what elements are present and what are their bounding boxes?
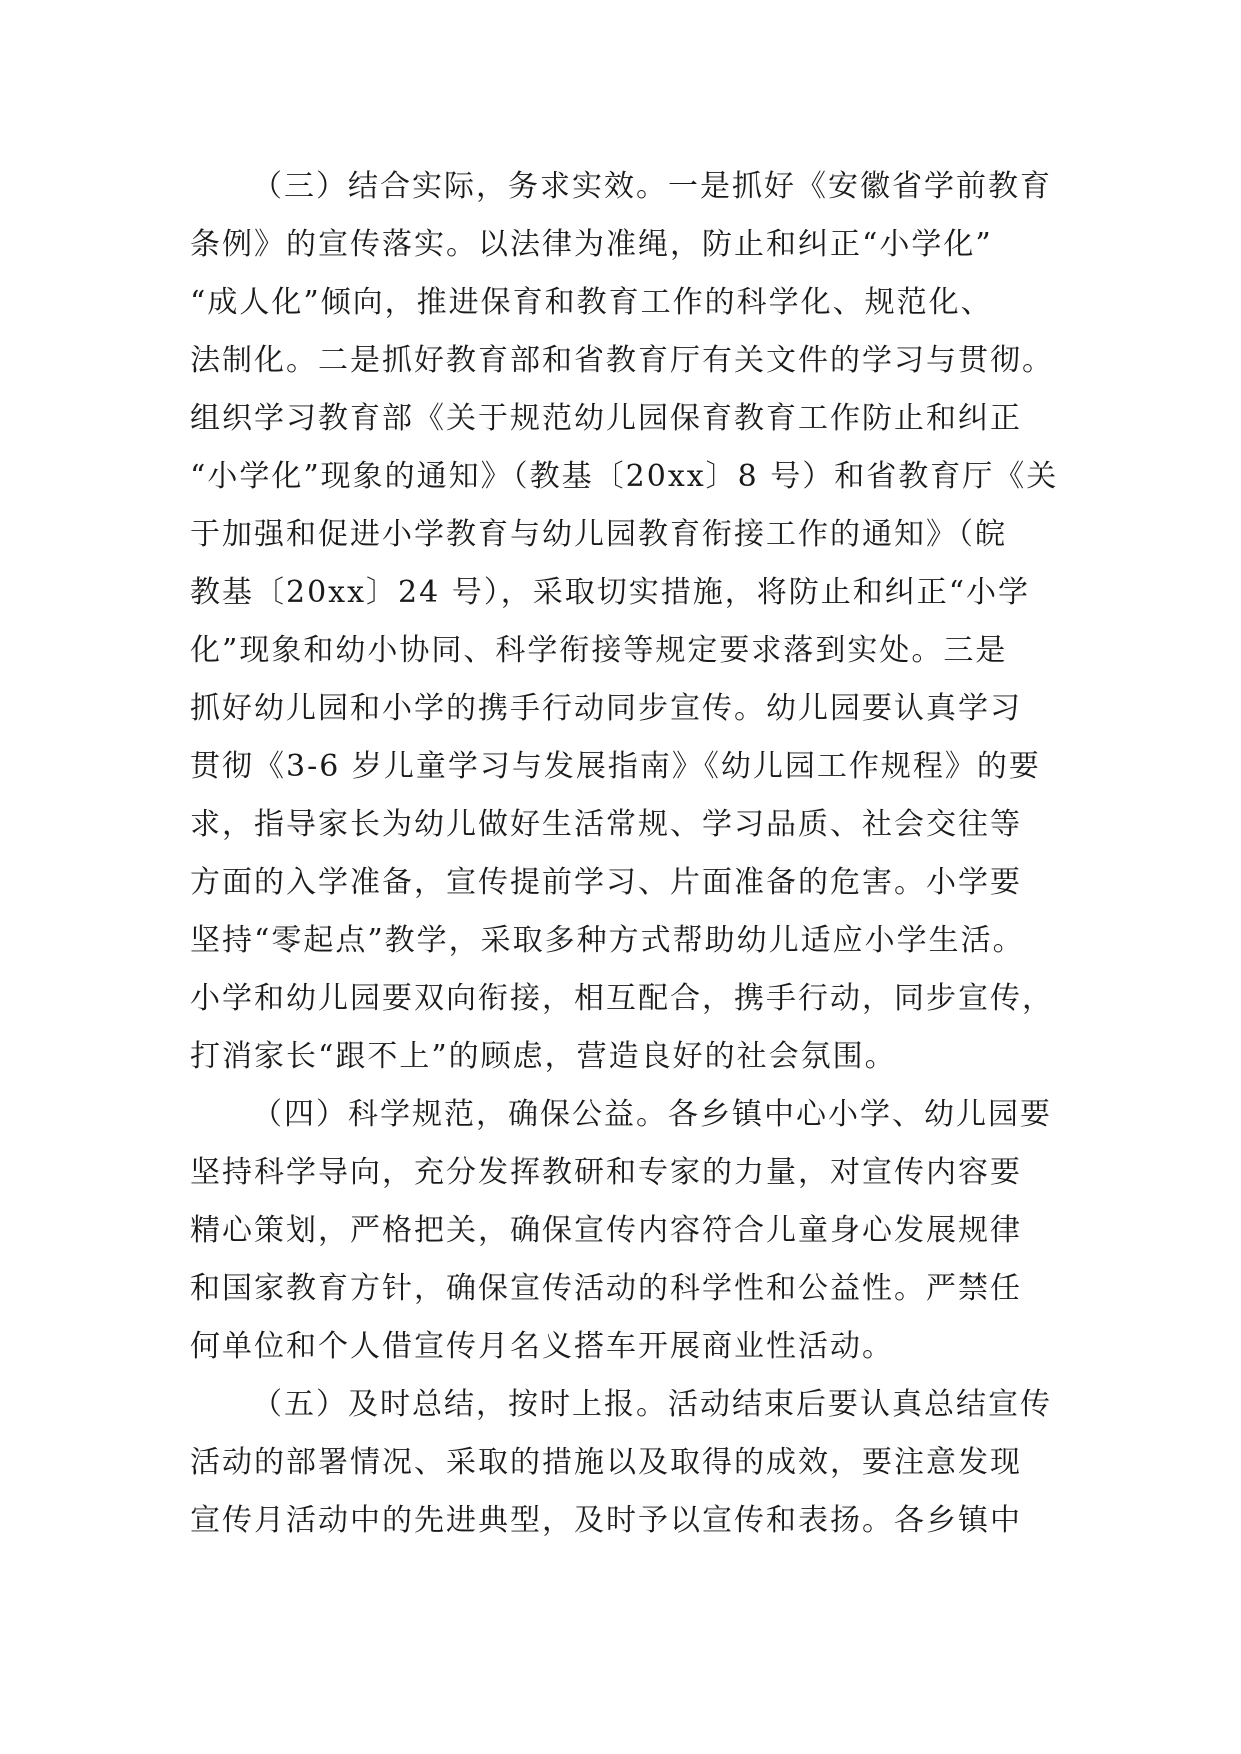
paragraph-3-line: 于加强和促进小学教育与幼儿园教育衔接工作的通知》（皖 — [190, 517, 1007, 552]
paragraph-4-line: （四）科学规范，确保公益。各乡镇中心小学、幼儿园要 — [252, 1097, 1052, 1132]
paragraph-3-line: （三）结合实际，务求实效。一是抓好《安徽省学前教育 — [252, 169, 1052, 204]
paragraph-3-line: 方面的入学准备，宣传提前学习、片面准备的危害。小学要 — [190, 865, 1022, 900]
paragraph-3-line: “小学化”现象的通知》（教基〔20xx〕8 号）和省教育厅《关 — [190, 459, 1059, 494]
paragraph-3-line: 小学和幼儿园要双向衔接，相互配合，携手行动，同步宣传， — [190, 981, 1054, 1016]
paragraph-3-line: 打消家长“跟不上”的顾虑，营造良好的社会氛围。 — [190, 1039, 897, 1074]
paragraph-3-line: 组织学习教育部《关于规范幼儿园保育教育工作防止和纠正 — [190, 401, 1022, 436]
paragraph-4-line: 何单位和个人借宣传月名义搭车开展商业性活动。 — [190, 1329, 894, 1364]
paragraph-3-line: 贯彻《3-6 岁儿童学习与发展指南》《幼儿园工作规程》的要 — [190, 749, 1041, 784]
paragraph-4-line: 精心策划，严格把关，确保宣传内容符合儿童身心发展规律 — [190, 1213, 1022, 1248]
paragraph-3-line: 法制化。二是抓好教育部和省教育厅有关文件的学习与贯彻。 — [190, 343, 1054, 378]
document-body — [190, 158, 1070, 1550]
paragraph-3-line: 条例》的宣传落实。以法律为准绳，防止和纠正“小学化” — [190, 227, 993, 262]
paragraph-3-line: 抓好幼儿园和小学的携手行动同步宣传。幼儿园要认真学习 — [190, 691, 1022, 726]
paragraph-5-line: （五）及时总结，按时上报。活动结束后要认真总结宣传 — [252, 1387, 1052, 1422]
paragraph-3-line: 教基〔20xx〕24 号），采取切实措施，将防止和纠正“小学 — [190, 575, 1031, 610]
paragraph-3-line: “成人化”倾向，推进保育和教育工作的科学化、规范化、 — [190, 285, 993, 320]
paragraph-4-line: 和国家教育方针，确保宣传活动的科学性和公益性。严禁任 — [190, 1271, 1022, 1306]
paragraph-5-line: 活动的部署情况、采取的措施以及取得的成效，要注意发现 — [190, 1445, 1022, 1480]
paragraph-3-line: 化”现象和幼小协同、科学衔接等规定要求落到实处。三是 — [190, 633, 1008, 668]
paragraph-5-line: 宣传月活动中的先进典型，及时予以宣传和表扬。各乡镇中 — [190, 1503, 1022, 1538]
paragraph-3-line: 坚持“零起点”教学，采取多种方式帮助幼儿适应小学生活。 — [190, 923, 1025, 958]
paragraph-3-line: 求，指导家长为幼儿做好生活常规、学习品质、社会交往等 — [190, 807, 1022, 842]
paragraph-4-line: 坚持科学导向，充分发挥教研和专家的力量，对宣传内容要 — [190, 1155, 1022, 1190]
